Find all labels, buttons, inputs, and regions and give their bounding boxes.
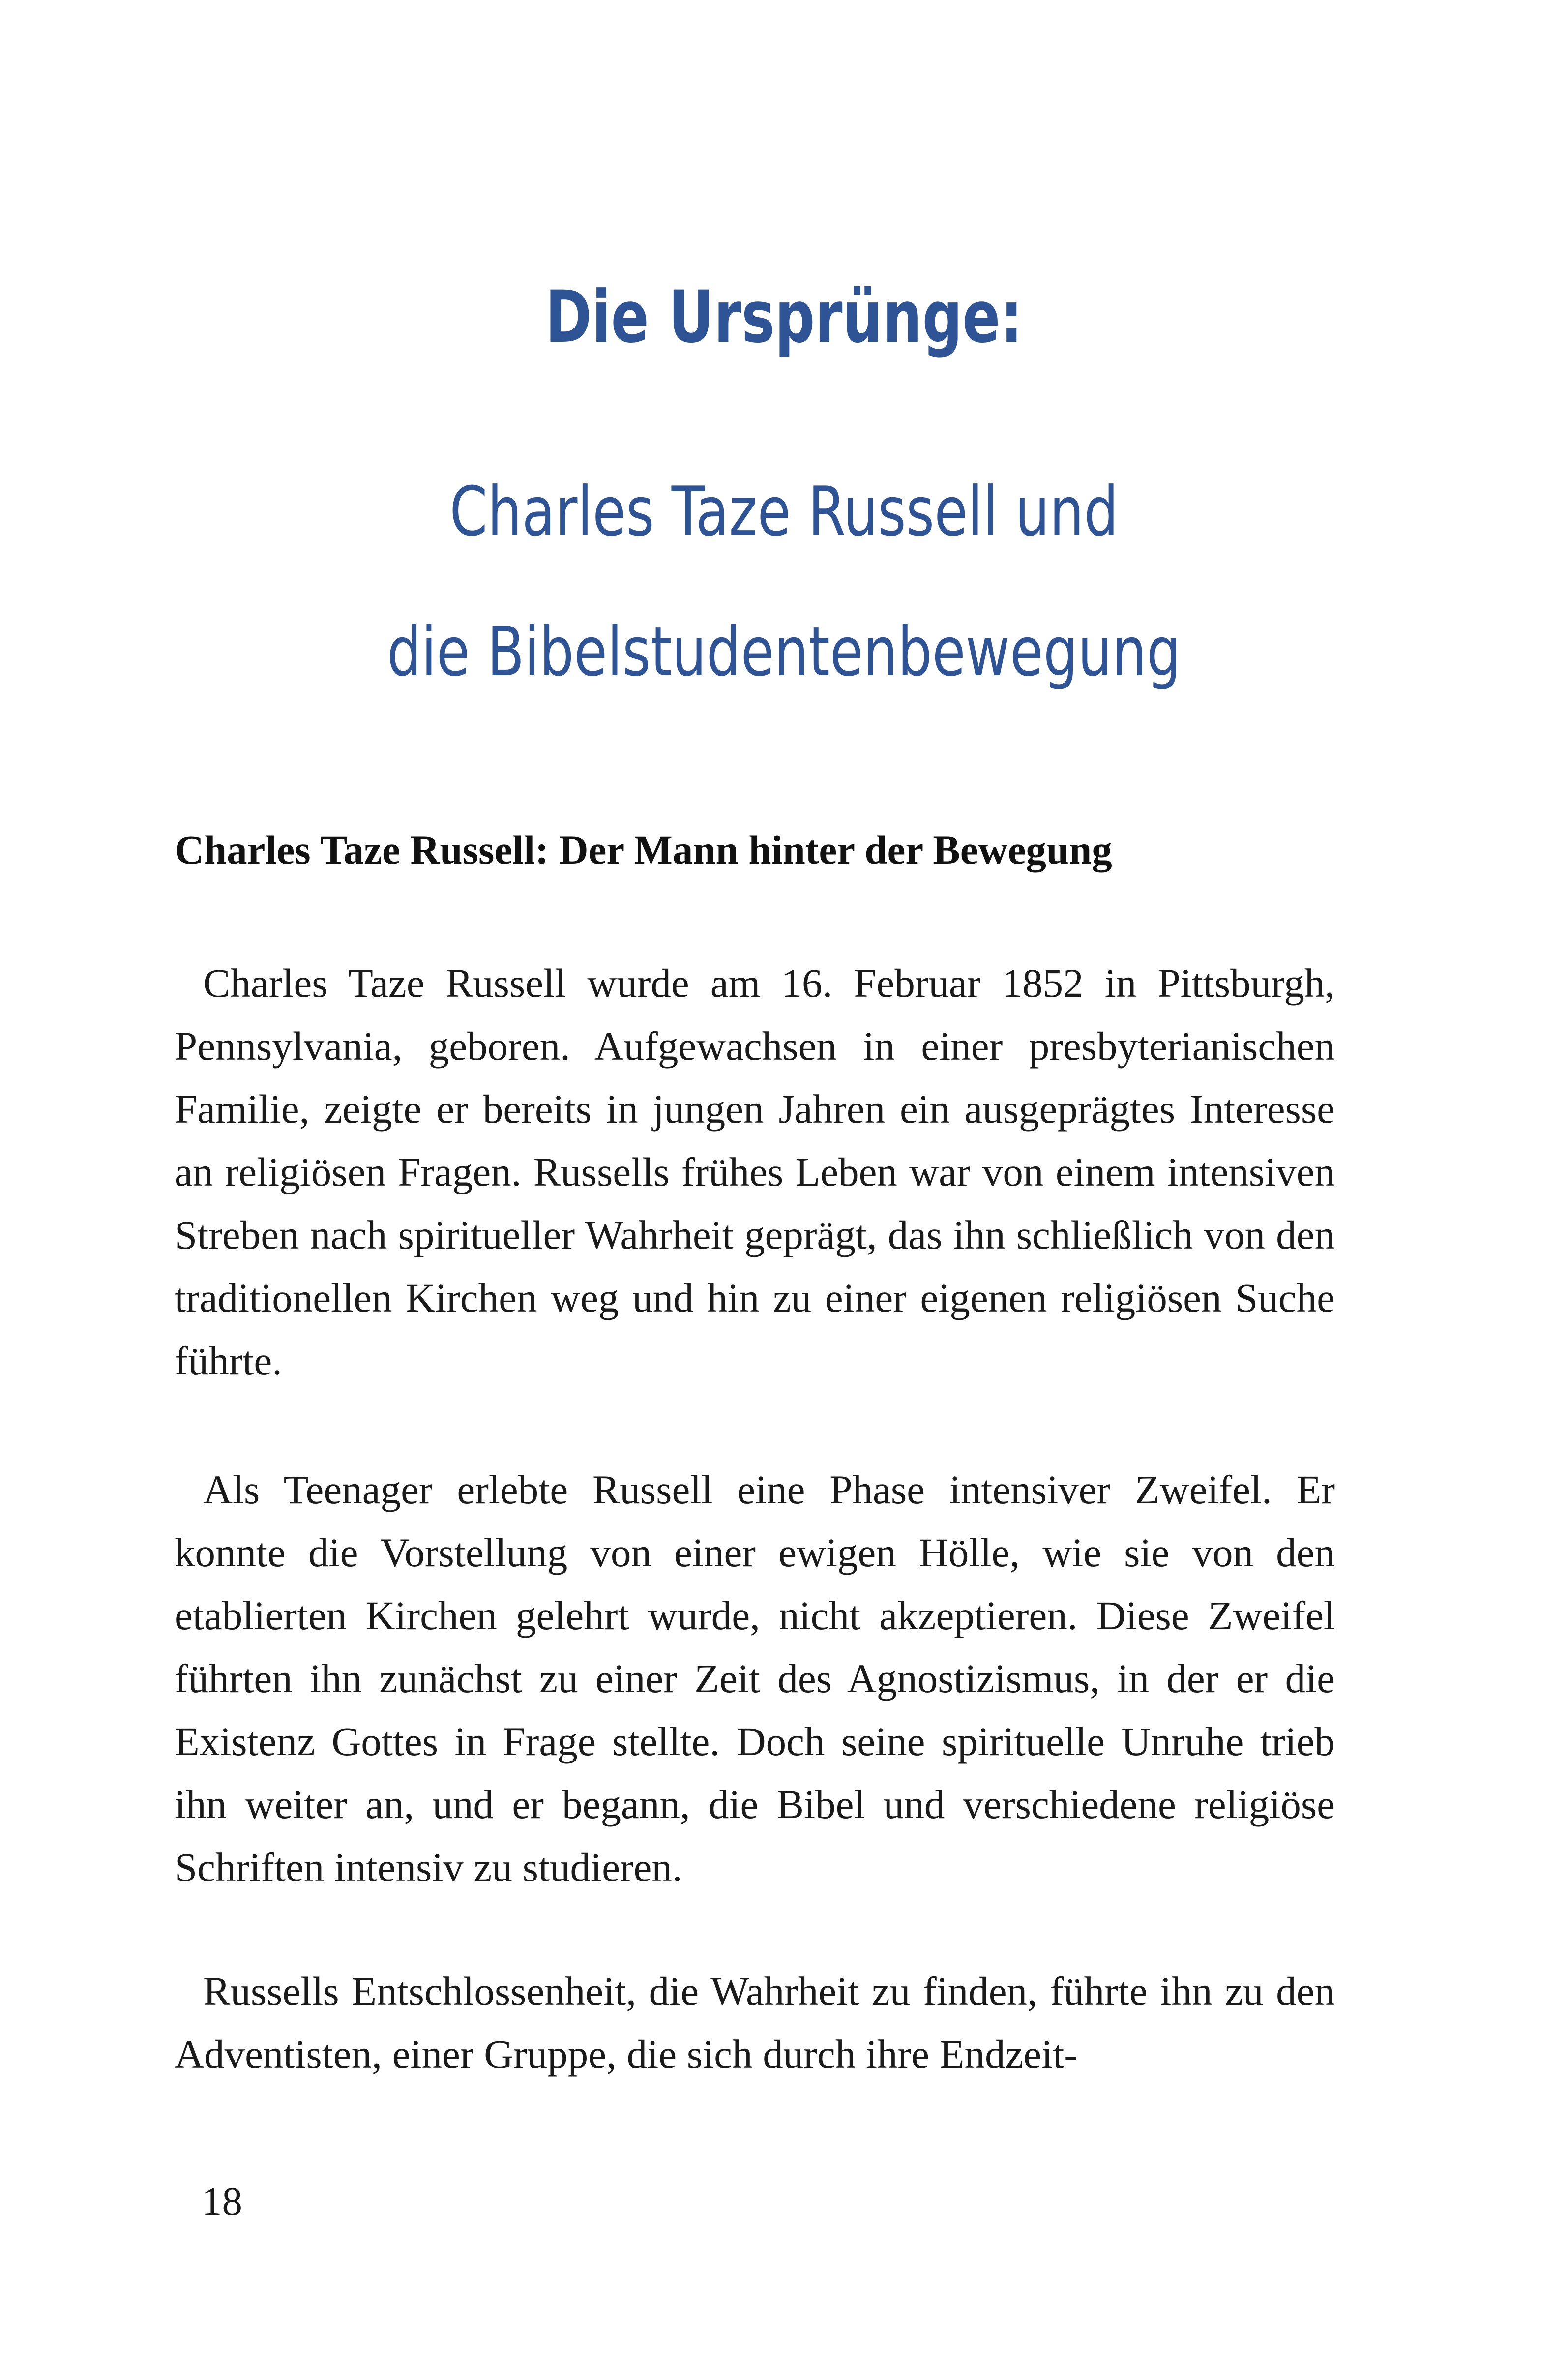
page-number: 18 [202, 2179, 242, 2224]
body-paragraph-1: Charles Taze Russell wurde am 16. Februar 1852 in Pittsburgh, Pennsylvania, geboren. Aufgewachsen in einer presbyterianischen Familie, zeigte er bereits in jungen Jahren ein ausgeprägtes Interesse an religiösen Fragen. Russells frühes Leben war von einem intensiven Streben nach spiritueller Wahrheit geprägt, das ihn schließlich von den traditionellen Kirchen weg und hin zu einer eigenen religiösen Suche führte. [175, 960, 1335, 1383]
chapter-title-line-2: die Bibelstudentenbewegung [386, 612, 1182, 691]
body-paragraph-2: Als Teenager erlebte Russell eine Phase intensiver Zweifel. Er konnte die Vorstellung von einer ewigen Hölle, wie sie von den etablierten Kirchen gelehrt wurde, nicht akzeptieren. Diese Zweifel führten ihn zunächst zu einer Zeit des Agnostizismus, in der er die Existenz Gottes in Frage stellte. Doch seine spirituelle Unruhe trieb ihn weiter an, und er begann, die Bibel und verschiedene religiöse Schriften intensiv zu studieren. [175, 1467, 1335, 1890]
chapter-label: Die Ursprünge: [545, 275, 1023, 359]
section-heading: Charles Taze Russell: Der Mann hinter der Bewegung [175, 827, 1112, 872]
body-paragraph-3: Russells Entschlossenheit, die Wahrheit zu finden, führte ihn zu den Adventisten, einer Gruppe, die sich durch ihre Endzeit- [175, 1969, 1335, 2077]
chapter-title-line-1: Charles Taze Russell und [449, 472, 1119, 551]
